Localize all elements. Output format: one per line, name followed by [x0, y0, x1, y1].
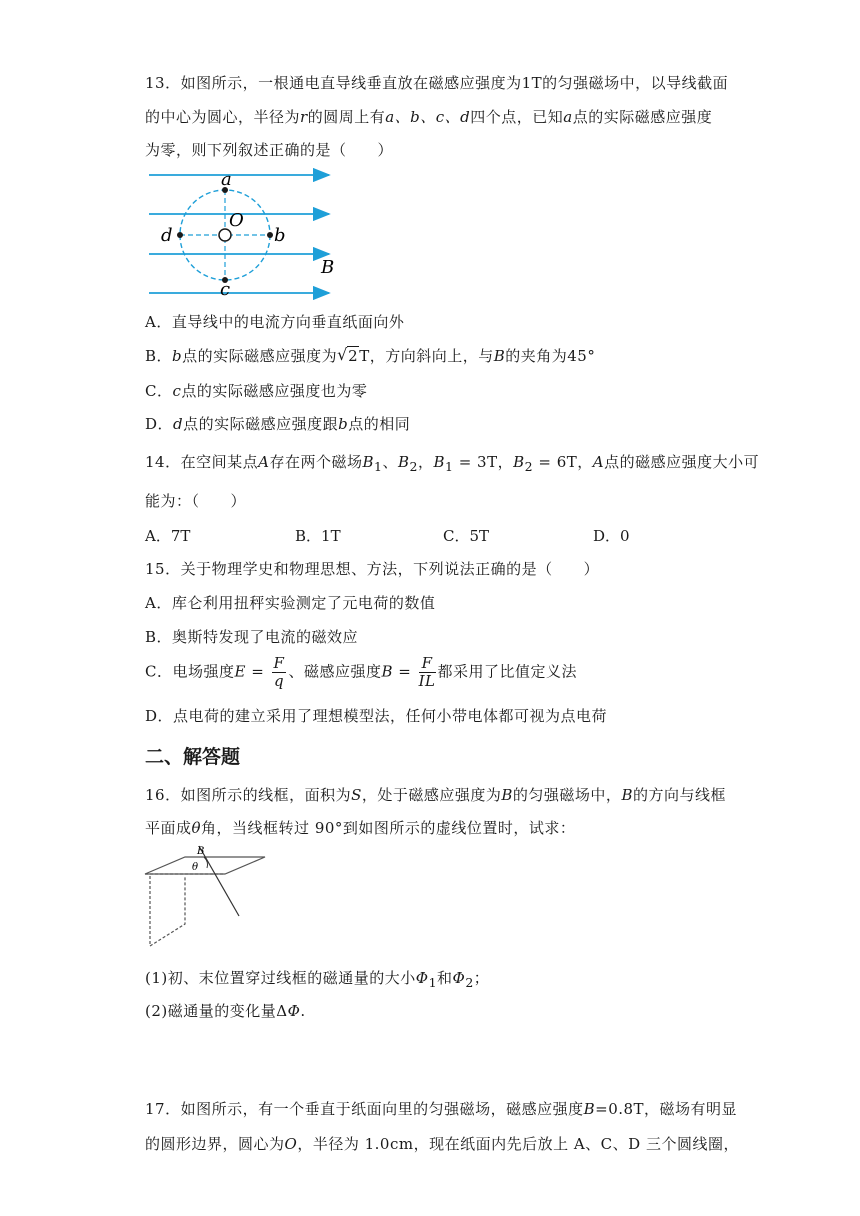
angle-arc: [204, 857, 208, 868]
label-a: a: [221, 169, 232, 190]
section-heading: 二、解答题: [145, 746, 241, 768]
q15-stem: 15．关于物理学史和物理思想、方法，下列说法正确的是（ ）: [145, 560, 600, 578]
q14-choice-c: C．5T: [443, 527, 490, 545]
label-O: O: [229, 210, 244, 231]
q16-part-2: (2)磁通量的变化量ΔΦ.: [145, 1002, 306, 1020]
q17-stem-line-1: 17．如图所示，有一个垂直于纸面向里的匀强磁场，磁感应强度B=0.8T，磁场有明显: [145, 1100, 738, 1118]
q14-choice-a: A．7T: [145, 527, 191, 545]
q16-frame-figure: [143, 842, 273, 954]
q15-option-b: B．奥斯特发现了电流的磁效应: [145, 628, 359, 646]
fraction-f-over-q: $\frac{F}{q}$: [273, 654, 285, 690]
q13-magnetic-field-figure: [145, 165, 345, 300]
q15-option-d: D．点电荷的建立采用了理想模型法，任何小带电体都可视为点电荷: [145, 707, 608, 725]
q13-option-b: B．b点的实际磁感应强度为 √ 2T，方向斜向上，与B的夹角为45°: [145, 345, 596, 365]
fraction-f-over-il: $\frac{F}{IL}$: [418, 654, 436, 690]
q14-stem-line-2: 能为：（ ）: [145, 492, 247, 510]
initial-frame-plane: [145, 857, 265, 874]
q16-part-1: (1)初、末位置穿过线框的磁通量的大小$\Phi_1$和$\Phi_2$；: [145, 969, 490, 990]
q13-stem-line-1: 13．如图所示，一根通电直导线垂直放在磁感应强度为1T的匀强磁场中，以导线截面: [145, 74, 729, 92]
q13-option-c: C．c点的实际磁感应强度也为零: [145, 382, 368, 400]
q13-option-d: D．d点的实际磁感应强度跟b点的相同: [145, 415, 411, 433]
q16-stem-line-2: 平面成θ角，当线框转过 90°到如图所示的虚线位置时，试求：: [145, 819, 576, 837]
q13-option-a: A．直导线中的电流方向垂直纸面向外: [145, 313, 405, 331]
sqrt-symbol: √ 2: [337, 345, 359, 365]
field-label-B: B: [197, 846, 205, 857]
label-b: b: [274, 225, 286, 246]
angle-label-theta: θ: [192, 862, 199, 873]
q15-option-c: C．电场强度E = $\frac{F}{q}$ 、磁感应强度B = $\frac{F}{IL}$ 都采用了比值定义法: [145, 654, 578, 690]
q17-stem-line-2: 的圆形边界，圆心为O，半径为 1.0cm，现在纸面内先后放上 A、C、D 三个圆线圈，: [145, 1135, 739, 1153]
q14-choice-b: B．1T: [295, 527, 341, 545]
label-B: B: [321, 257, 335, 278]
rotated-frame-dashed: [150, 876, 185, 946]
point-b-dot: [267, 232, 273, 238]
q13-stem-line-2: 的中心为圆心，半径为r的圆周上有a、b、c、d四个点，已知a点的实际磁感应强度: [145, 108, 713, 126]
q15-option-a: A．库仑利用扭秤实验测定了元电荷的数值: [145, 594, 436, 612]
q13-stem-line-3: 为零，则下列叙述正确的是（ ）: [145, 141, 394, 159]
q14-choice-d: D．0: [593, 527, 630, 545]
point-d-dot: [177, 232, 183, 238]
label-c: c: [220, 279, 231, 300]
label-d: d: [161, 225, 173, 246]
q14-stem-line-1: 14．在空间某点A存在两个磁场$B_1$、$B_2$，$B_1 = 3T$，$B_2 = 6T$，A点的磁感应强度大小可: [145, 453, 760, 474]
q16-stem-line-1: 16．如图所示的线框，面积为S，处于磁感应强度为B的匀强磁场中，B的方向与线框: [145, 786, 726, 804]
